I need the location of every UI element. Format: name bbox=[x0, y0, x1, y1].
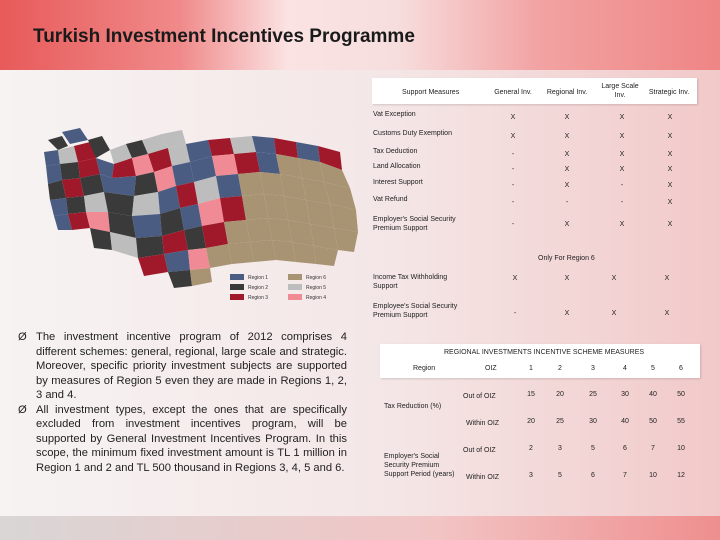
regional-cell: 5 bbox=[558, 472, 562, 479]
province bbox=[234, 152, 260, 174]
bullet-item bbox=[15, 330, 347, 403]
support-cell: X bbox=[564, 182, 570, 189]
col-header-oiz: OIZ bbox=[485, 365, 497, 372]
regional-cell: 15 bbox=[527, 391, 535, 398]
region6-caption: Only For Region 6 bbox=[538, 255, 595, 262]
province bbox=[190, 268, 212, 286]
province bbox=[80, 174, 104, 196]
region-provinces bbox=[44, 128, 358, 288]
measure-label: Land Allocation bbox=[373, 163, 421, 170]
measure-label: Tax Deduction bbox=[373, 148, 418, 155]
regional-cell: 10 bbox=[677, 445, 685, 452]
regional-cell: 25 bbox=[556, 418, 564, 425]
support-cell: X bbox=[667, 114, 673, 121]
province bbox=[48, 136, 68, 150]
support-cell: X bbox=[667, 182, 673, 189]
province bbox=[228, 242, 254, 264]
regional-cell: 12 bbox=[677, 472, 685, 479]
support-cell: X bbox=[564, 166, 570, 173]
legend-swatch-region-5 bbox=[288, 284, 302, 290]
support-cell: - bbox=[513, 310, 517, 317]
support-cell: X bbox=[667, 199, 673, 206]
province bbox=[60, 162, 80, 180]
support-cell: - bbox=[511, 182, 515, 189]
province bbox=[216, 174, 242, 198]
oiz-label: Out of OIZ bbox=[463, 393, 496, 400]
support-cell: X bbox=[664, 310, 670, 317]
oiz-label: Within OIZ bbox=[466, 420, 500, 427]
region-column-header: 2 bbox=[558, 365, 562, 372]
legend-label: Region 6 bbox=[306, 275, 327, 281]
support-cell: X bbox=[664, 275, 670, 282]
legend-swatch-region-2 bbox=[230, 284, 244, 290]
measure-label: Income Tax Withholding Support bbox=[373, 274, 448, 290]
regional-cell: 40 bbox=[649, 391, 657, 398]
support-cell: X bbox=[564, 310, 570, 317]
province bbox=[172, 162, 194, 186]
regional-cell: 30 bbox=[621, 391, 629, 398]
support-cell: - bbox=[511, 166, 515, 173]
bullet-item bbox=[15, 403, 347, 476]
province bbox=[224, 220, 250, 244]
col-header-support-measures: Support Measures bbox=[402, 89, 460, 96]
region-column-header: 1 bbox=[529, 365, 533, 372]
col-header-region: Region bbox=[413, 365, 436, 372]
support-cell: X bbox=[564, 133, 570, 140]
province bbox=[50, 198, 68, 216]
support-cell: - bbox=[620, 199, 624, 206]
regional-cell: 50 bbox=[677, 391, 685, 398]
province bbox=[242, 194, 268, 220]
regional-cell: 6 bbox=[591, 472, 595, 479]
province bbox=[238, 172, 264, 196]
regional-cell: 6 bbox=[623, 445, 627, 452]
legend-label: Region 1 bbox=[248, 275, 269, 281]
support-cell: X bbox=[619, 114, 625, 121]
support-cell: X bbox=[611, 310, 617, 317]
province bbox=[212, 154, 238, 176]
province bbox=[306, 200, 334, 228]
province bbox=[250, 240, 276, 262]
regional-cell: 3 bbox=[558, 445, 562, 452]
support-cell: - bbox=[511, 151, 515, 158]
col-header-strategic: Strategic Inv. bbox=[648, 89, 690, 96]
turkey-region-map bbox=[40, 126, 365, 311]
support-cell: X bbox=[619, 133, 625, 140]
province bbox=[202, 222, 228, 248]
province bbox=[44, 150, 60, 166]
regional-cell: 20 bbox=[527, 418, 535, 425]
support-cell: X bbox=[667, 221, 673, 228]
support-cell: X bbox=[667, 151, 673, 158]
regional-cell: 7 bbox=[623, 472, 627, 479]
measure-label: Interest Support bbox=[373, 179, 423, 186]
province bbox=[230, 136, 256, 154]
regional-cell: 55 bbox=[677, 418, 685, 425]
col-header-large-scale: Large Scale Inv. bbox=[601, 83, 639, 99]
map-legend bbox=[230, 274, 326, 301]
support-cell: X bbox=[667, 166, 673, 173]
regional-cell: 40 bbox=[621, 418, 629, 425]
support-cell: X bbox=[512, 275, 518, 282]
regional-table-title: REGIONAL INVESTMENTS INCENTIVE SCHEME MEASURES bbox=[444, 349, 645, 356]
bullet-text: The investment incentive program of 2012 comprises 4 different schemes: general, regional, large scale and strategic. Moreover, specific priority investment subjects are supported by measures of Region 5 even they are made in Regions 1, 2, 3 and 4. bbox=[36, 331, 347, 401]
support-cell: - bbox=[511, 199, 515, 206]
col-header-general: General Inv. bbox=[494, 89, 532, 96]
region-column-header: 3 bbox=[591, 365, 595, 372]
support-cell: X bbox=[564, 221, 570, 228]
province bbox=[168, 270, 192, 288]
measure-label: Employee's Social Security Premium Support bbox=[373, 303, 458, 319]
legend-swatch-region-1 bbox=[230, 274, 244, 280]
legend-swatch-region-4 bbox=[288, 294, 302, 300]
legend-label: Region 5 bbox=[306, 285, 327, 291]
support-cell: X bbox=[510, 114, 516, 121]
oiz-label: Out of OIZ bbox=[463, 447, 496, 454]
region-column-header: 4 bbox=[623, 365, 627, 372]
bullet-arrow-icon: Ø bbox=[18, 403, 27, 416]
regional-cell: 50 bbox=[649, 418, 657, 425]
legend-label: Region 4 bbox=[306, 295, 327, 301]
region-column-header: 5 bbox=[651, 365, 655, 372]
province bbox=[66, 196, 86, 214]
region-column-header: 6 bbox=[679, 365, 683, 372]
regional-cell: 7 bbox=[651, 445, 655, 452]
support-cell: X bbox=[564, 114, 570, 121]
support-cell: X bbox=[564, 275, 570, 282]
province bbox=[86, 212, 110, 232]
regional-cell: 30 bbox=[589, 418, 597, 425]
regional-cell: 25 bbox=[589, 391, 597, 398]
legend-swatch-region-6 bbox=[288, 274, 302, 280]
group-label: Employer's Social Security Premium Support Period (years) bbox=[384, 453, 455, 478]
regional-cell: 3 bbox=[529, 472, 533, 479]
footer-band bbox=[0, 516, 720, 540]
province bbox=[176, 182, 198, 208]
bullet-list bbox=[15, 330, 347, 475]
province bbox=[208, 138, 234, 156]
measure-label: Vat Refund bbox=[373, 196, 408, 203]
col-header-regional: Regional Inv. bbox=[546, 89, 588, 96]
province bbox=[168, 144, 190, 166]
support-cell: X bbox=[611, 275, 617, 282]
legend-label: Region 3 bbox=[248, 295, 269, 301]
measure-label: Employer's Social Security Premium Support bbox=[373, 216, 456, 232]
support-cell: X bbox=[619, 166, 625, 173]
province bbox=[246, 218, 272, 242]
regional-cell: 2 bbox=[529, 445, 533, 452]
bullet-arrow-icon: Ø bbox=[18, 331, 27, 343]
support-cell: - bbox=[511, 221, 515, 228]
support-cell: - bbox=[565, 199, 569, 206]
oiz-label: Within OIZ bbox=[466, 474, 500, 481]
regional-cell: 5 bbox=[591, 445, 595, 452]
support-cell: X bbox=[619, 151, 625, 158]
support-cell: X bbox=[510, 133, 516, 140]
measure-label: Customs Duty Exemption bbox=[373, 130, 452, 137]
province bbox=[206, 244, 232, 268]
group-label: Tax Reduction (%) bbox=[384, 403, 442, 410]
support-cell: X bbox=[619, 221, 625, 228]
province bbox=[220, 196, 246, 222]
province bbox=[62, 128, 88, 144]
regional-cell: 20 bbox=[556, 391, 564, 398]
measure-label: Vat Exception bbox=[373, 111, 416, 118]
support-cell: - bbox=[620, 182, 624, 189]
province bbox=[132, 214, 162, 238]
slide-title: Turkish Investment Incentives Programme bbox=[33, 26, 415, 47]
bullet-text: All investment types, except the ones that are specifically excluded from investment incentives program, will be supported by General Investment Incentives Program. In this scope, the minimum fixed investment amount is TL 1 million in Region 1 and 2 and TL 500 thousand in Regions 3, 4, 5 and 6. bbox=[36, 403, 347, 474]
regional-cell: 10 bbox=[649, 472, 657, 479]
support-cell: X bbox=[667, 133, 673, 140]
support-cell: X bbox=[564, 151, 570, 158]
legend-swatch-region-3 bbox=[230, 294, 244, 300]
legend-label: Region 2 bbox=[248, 285, 269, 291]
province bbox=[180, 204, 202, 230]
